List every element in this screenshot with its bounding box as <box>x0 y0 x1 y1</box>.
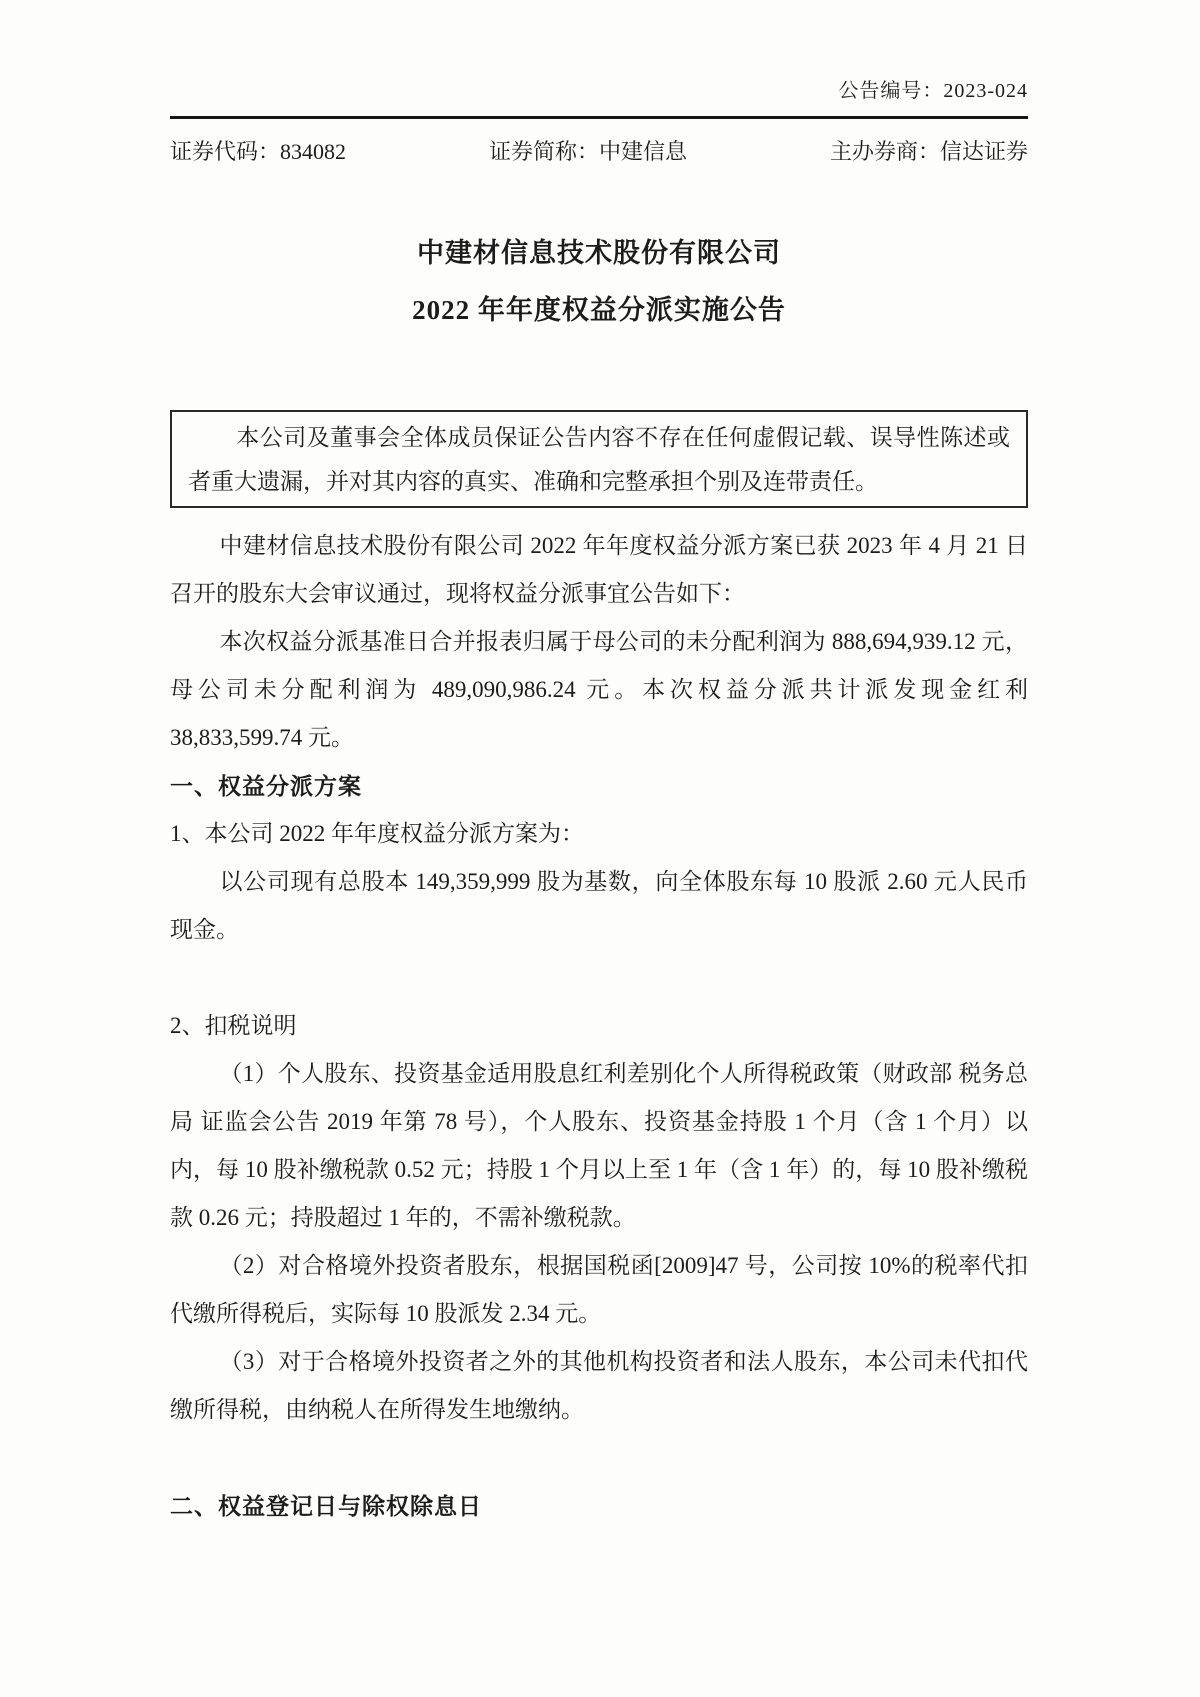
intro-paragraph-1: 中建材信息技术股份有限公司 2022 年年度权益分派方案已获 2023 年 4 月 21 日召开的股东大会审议通过，现将权益分派事宜公告如下： <box>170 533 1028 606</box>
company-name-title: 中建材信息技术股份有限公司 <box>417 238 781 268</box>
security-short-name: 证券简称：中建信息 <box>488 139 687 164</box>
title-block <box>170 236 1028 328</box>
announcement-title: 2022 年年度权益分派实施公告 <box>412 295 786 325</box>
document-body <box>170 522 1028 1530</box>
tax-note-2: （2）对合格境外投资者股东，根据国税函[2009]47 号，公司按 10%的税率代扣代缴所得税后，实际每 10 股派发 2.34 元。 <box>170 1253 1028 1326</box>
sponsor-broker: 主办券商：信达证券 <box>829 139 1028 164</box>
section-1-item-1: 1、本公司 2022 年年度权益分派方案为： <box>170 821 584 846</box>
section-1-item-2: 2、扣税说明 <box>170 1013 297 1038</box>
securities-info-row <box>170 137 1028 166</box>
tax-note-3: （3）对于合格境外投资者之外的其他机构投资者和法人股东，本公司未代扣代缴所得税，由纳税人在所得发生地缴纳。 <box>170 1349 1028 1422</box>
section-2-heading: 二、权益登记日与除权除息日 <box>170 1493 482 1519</box>
intro-paragraph-2: 本次权益分派基准日合并报表归属于母公司的未分配利润为 888,694,939.12 元，母公司未分配利润为 489,090,986.24 元。本次权益分派共计派发现金红利 38,833,599.74 元。 <box>170 629 1028 750</box>
tax-note-1: （1）个人股东、投资基金适用股息红利差别化个人所得税政策（财政部 税务总局 证监会公告 2019 年第 78 号），个人股东、投资基金持股 1 个月（含 1 个月）以内，每 10 股补缴税款 0.52 元；持股 1 个月以上至 1 年（含 1 年）的，每 10 股补缴税款 0.26 元；持股超过 1 年的，不需补缴税款。 <box>170 1061 1028 1230</box>
announcement-number: 公告编号：2023-024 <box>838 80 1028 102</box>
header-divider <box>170 116 1028 119</box>
disclaimer-box <box>170 410 1028 508</box>
disclaimer-text: 本公司及董事会全体成员保证公告内容不存在任何虚假记载、误导性陈述或者重大遗漏，并对其内容的真实、准确和完整承担个别及连带责任。 <box>188 425 1010 494</box>
section-1-heading: 一、权益分派方案 <box>170 773 362 799</box>
security-code: 证券代码：834082 <box>170 139 347 164</box>
section-1-item-1-detail: 以公司现有总股本 149,359,999 股为基数，向全体股东每 10 股派 2.60 元人民币现金。 <box>170 869 1028 942</box>
